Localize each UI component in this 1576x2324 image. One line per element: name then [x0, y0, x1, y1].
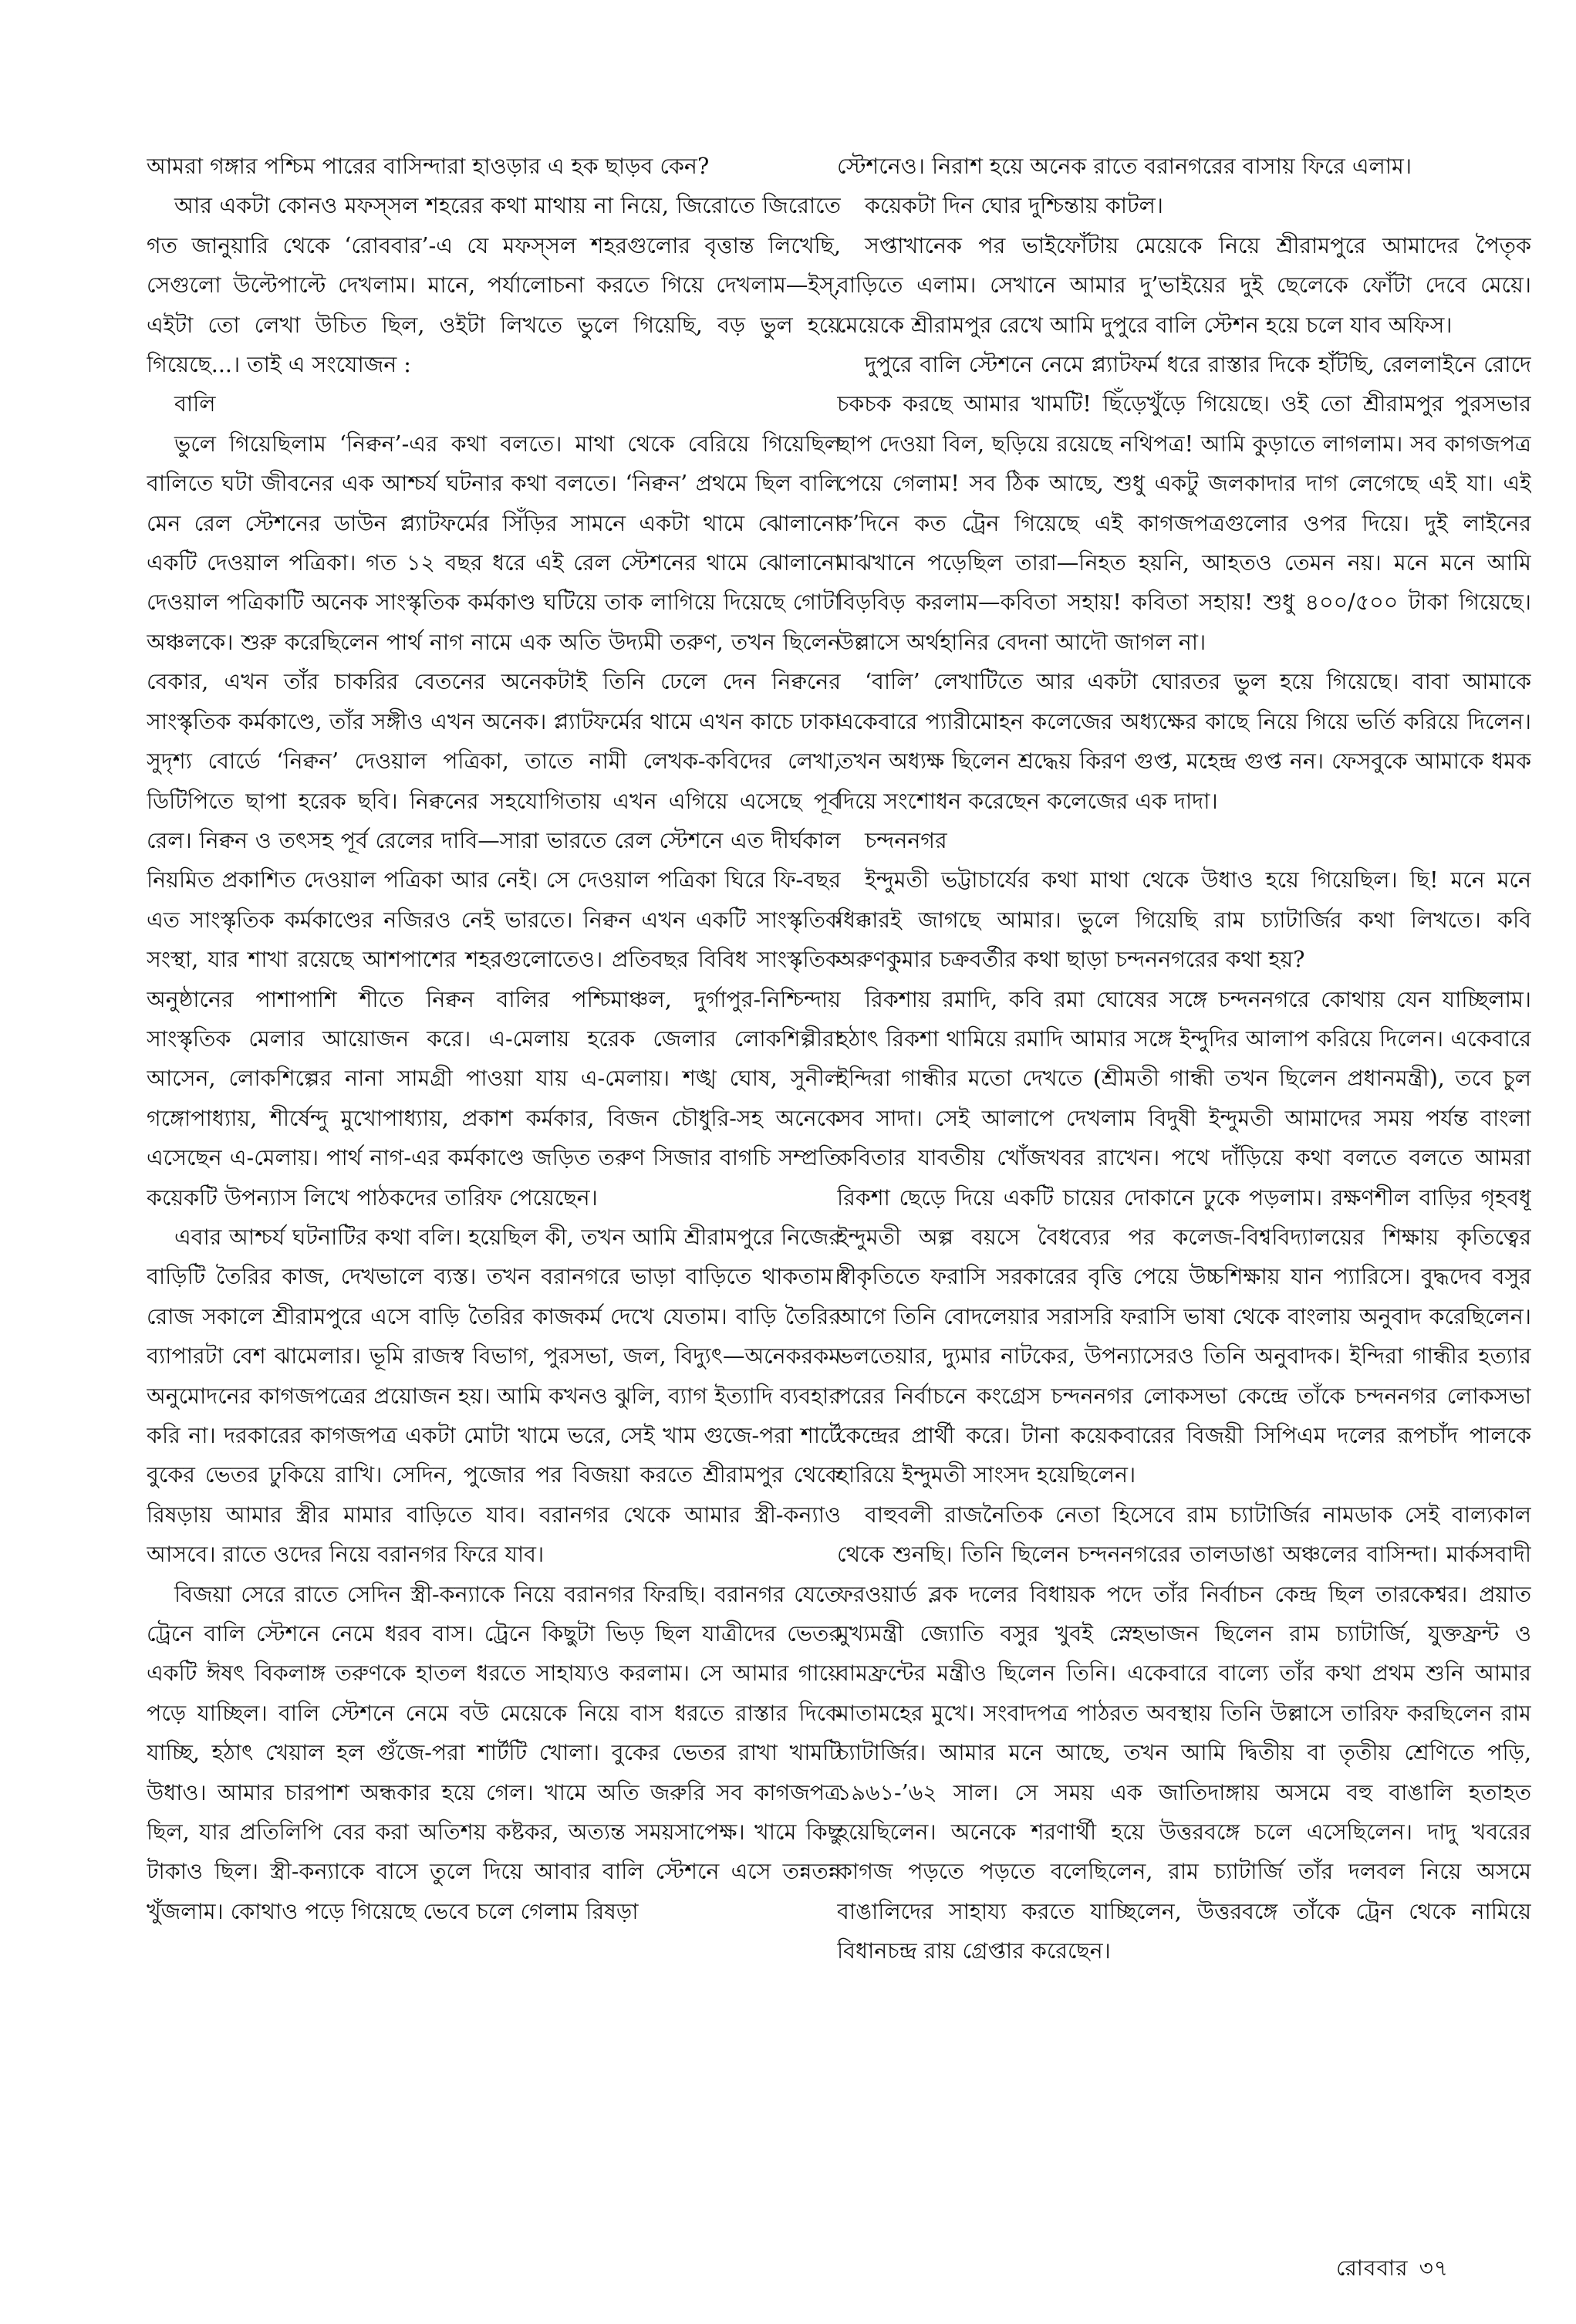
magazine-name: রোববার [1336, 2255, 1409, 2281]
paragraph: এবার আশ্চর্য ঘটনাটির কথা বলি। হয়েছিল কী, তখন আমি শ্রীরামপুরে নিজের বাড়িটি তৈরির কাজ, দেখভালে ব্যস্ত। তখন বরানগরে ভাড়া বাড়িতে থাকতাম। রোজ সকালে শ্রীরামপুরে এসে বাড়ি তৈরির কাজকর্ম দেখে যেতাম। বাড়ি তৈরির ব্যাপারটা বেশ ঝামেলার। ভূমি রাজস্ব বিভাগ, পুরসভা, জল, বিদ্যুৎ—অনেকরকম অনুমোদনের কাগজপত্রের প্রয়োজন হয়। আমি কখনও ঝুলি, ব্যাগ ইত্যাদি ব্যবহার করি না। দরকারের কাগজপত্র একটা মোটা খামে ভরে, সেই খাম গুজে-পরা শার্টে বুকের ভেতর ঢুকিয়ে রাখি। সেদিন, পুজোর পর বিজয়া করতে শ্রীরামপুর থেকে রিষড়ায় আমার স্ত্রীর মামার বাড়িতে যাব। বরানগর থেকে আমার স্ত্রী-কন্যাও আসবে। রাতে ওদের নিয়ে বরানগর ফিরে যাব। [147, 1224, 841, 1568]
paragraph: রিকশায় রমাদি, কবি রমা ঘোষের সঙ্গে চন্দননগরে কোথায় যেন যাচ্ছিলাম। হঠাৎ রিকশা থামিয়ে রমাদি আমার সঙ্গে ইন্দুদির আলাপ করিয়ে দিলেন। একেবারে ইন্দিরা গান্ধীর মতো দেখতে (শ্রীমতী গান্ধী তখন ছিলেন প্রধানমন্ত্রী), তবে চুল সব সাদা। সেই আলাপে দেখলাম বিদুষী ইন্দুমতী আমাদের সময় পর্যন্ত বাংলা কবিতার যাবতীয় খোঁজখবর রাখেন। পথে দাঁড়িয়ে কথা বলতে বলতে আমরা রিকশা ছেড়ে দিয়ে একটি চায়ের দোকানে ঢুকে পড়লাম। রক্ষণশীল বাড়ির গৃহবধূ ইন্দুমতী অল্প বয়সে বৈধব্যের পর কলেজ-বিশ্ববিদ্যালয়ের শিক্ষায় কৃতিত্বের স্বীকৃতিতে ফরাসি সরকারের বৃত্তি পেয়ে উচ্চশিক্ষায় যান প্যারিসে। বুদ্ধদেব বসুর আগে তিনি বোদলেয়ার সরাসরি ফরাসি ভাষা থেকে বাংলায় অনুবাদ করেছিলেন। ভলতেয়ার, দ্যুমার নাটকের, উপন্যাসেরও তিনি অনুবাদক। ইন্দিরা গান্ধীর হত্যার পরের নির্বাচনে কংগ্রেস চন্দননগর লোকসভা কেন্দ্রে তাঁকে চন্দননগর লোকসভা কেন্দ্রের প্রার্থী করে। টানা কয়েকবারের বিজয়ী সিপিএম দলের রূপচাঁদ পালকে হারিয়ে ইন্দুমতী সাংসদ হয়েছিলেন। [837, 986, 1531, 1488]
paragraph: ভুলে গিয়েছিলাম ‘নিক্বন’-এর কথা বলতে। মাথা থেকে বেরিয়ে গিয়েছিল বালিতে ঘটা জীবনের এক আশ্চর্য ঘটনার কথা বলতে। ‘নিক্বন’ প্রথমে ছিল বালি মেন রেল স্টেশনের ডাউন প্ল্যাটফর্মের সিঁড়ির সামনে একটা থামে ঝোলানো একটি দেওয়াল পত্রিকা। গত ১২ বছর ধরে এই রেল স্টেশনের থামে ঝোলানো দেওয়াল পত্রিকাটি অনেক সাংস্কৃতিক কর্মকাণ্ড ঘটিয়ে তাক লাগিয়ে দিয়েছে গোটা অঞ্চলকে। শুরু করেছিলেন পার্থ নাগ নামে এক অতি উদ্যমী তরুণ, তখন ছিলেন বেকার, এখন তাঁর চাকরির বেতনের অনেকটাই তিনি ঢেলে দেন নিক্বনের সাংস্কৃতিক কর্মকাণ্ডে, তাঁর সঙ্গীও এখন অনেক। প্ল্যাটফর্মের থামে এখন কাচে ঢাকা সুদৃশ্য বোর্ডে ‘নিক্বন’ দেওয়াল পত্রিকা, তাতে নামী লেখক-কবিদের লেখা, ডিটিপিতে ছাপা হরেক ছবি। নিক্বনের সহযোগিতায় এখন এগিয়ে এসেছে পূর্ব রেল। নিক্বন ও তৎসহ পূর্ব রেলের দাবি—সারা ভারতে রেল স্টেশনে এত দীর্ঘকাল নিয়মিত প্রকাশিত দেওয়াল পত্রিকা আর নেই। সে দেওয়াল পত্রিকা ঘিরে ফি-বছর এত সাংস্কৃতিক কর্মকাণ্ডের নজিরও নেই ভারতে। নিক্বন এখন একটি সাংস্কৃতিক সংস্থা, যার শাখা রয়েছে আশপাশের শহরগুলোতেও। প্রতিবছর বিবিধ সাংস্কৃতিক অনুষ্ঠানের পাশাপাশি শীতে নিক্বন বালির পশ্চিমাঞ্চল, দুর্গাপুর-নিশ্চিন্দায় সাংস্কৃতিক মেলার আয়োজন করে। এ-মেলায় হরেক জেলার লোকশিল্পীরা আসেন, লোকশিল্পের নানা সামগ্রী পাওয়া যায় এ-মেলায়। শঙ্খ ঘোষ, সুনীল গঙ্গোপাধ্যায়, শীর্ষেন্দু মুখোপাধ্যায়, প্রকাশ কর্মকার, বিজন চৌধুরি-সহ অনেকে এসেছেন এ-মেলায়। পার্থ নাগ-এর কর্মকাণ্ডে জড়িত তরুণ সিজার বাগচি সম্প্রতি কয়েকটি উপন্যাস লিখে পাঠকদের তারিফ পেয়েছেন। [147, 431, 841, 1211]
paragraph: সপ্তাখানেক পর ভাইফোঁটায় মেয়েকে নিয়ে শ্রীরামপুরে আমাদের পৈতৃক বাড়িতে এলাম। সেখানে আমার দু’ভাইয়ের দুই ছেলেকে ফোঁটা দেবে মেয়ে। মেয়েকে শ্রীরামপুর রেখে আমি দুপুরে বালি স্টেশন হয়ে চলে যাব অফিস। [837, 232, 1531, 338]
paragraph: দুপুরে বালি স্টেশনে নেমে প্ল্যাটফর্ম ধরে রাস্তার দিকে হাঁটছি, রেললাইনে রোদে চকচক করছে আমার খামটি! ছিঁড়েখুঁড়ে গিয়েছে। ওই তো শ্রীরামপুর পুরসভার ছাপ দেওয়া বিল, ছড়িয়ে রয়েছে নথিপত্র! আমি কুড়াতে লাগলাম। সব কাগজপত্র পেয়ে গেলাম! সব ঠিক আছে, শুধু একটু জলকাদার দাগ লেগেছে এই যা। এই ক’দিনে কত ট্রেন গিয়েছে এই কাগজপত্রগুলোর ওপর দিয়ে। দুই লাইনের মাঝখানে পড়েছিল তারা—নিহত হয়নি, আহতও তেমন নয়। মনে মনে আমি বিড়বিড় করলাম—কবিতা সহায়! কবিতা সহায়! শুধু ৪০০/৫০০ টাকা গিয়েছে। উল্লাসে অর্থহানির বেদনা আদৌ জাগল না। [837, 352, 1531, 655]
section-heading-chandannagar: চন্দননগর [865, 827, 947, 853]
paragraph: আমরা গঙ্গার পশ্চিম পারের বাসিন্দারা হাওড়ার এ হক ছাড়ব কেন? [147, 154, 710, 179]
right-column [837, 147, 1531, 2261]
paragraph: কয়েকটা দিন ঘোর দুশ্চিন্তায় কাটল। [865, 193, 1163, 219]
paragraph: স্টেশনেও। নিরাশ হয়ে অনেক রাতে বরানগরের বাসায় ফিরে এলাম। [837, 154, 1412, 179]
paragraph: বাহুবলী রাজনৈতিক নেতা হিসেবে রাম চ্যাটার্জির নামডাক সেই বাল্যকাল থেকে শুনছি। তিনি ছিলেন চন্দননগরের তালডাঙা অঞ্চলের বাসিন্দা। মার্কসবাদী ফরওয়ার্ড ব্লক দলের বিধায়ক পদে তাঁর নির্বাচন কেন্দ্র ছিল তারকেশ্বর। প্রয়াত মুখ্যমন্ত্রী জ্যোতি বসুর খুবই স্নেহভাজন ছিলেন রাম চ্যাটার্জি, যুক্তফ্রন্ট ও বামফ্রন্টের মন্ত্রীও ছিলেন তিনি। একেবারে বাল্যে তাঁর কথা প্রথম শুনি আমার মাতামহের মুখে। সংবাদপত্র পাঠরত অবস্থায় তিনি উল্লাসে তারিফ করছিলেন রাম চ্যাটার্জির। আমার মনে আছে, তখন আমি দ্বিতীয় বা তৃতীয় শ্রেণিতে পড়ি, ১৯৬১-’৬২ সাল। সে সময় এক জাতিদাঙ্গায় অসমে বহু বাঙালি হতাহত হয়েছিলেন। অনেকে শরণার্থী হয়ে উত্তরবঙ্গে চলে এসেছিলেন। দাদু খবরের কাগজ পড়তে পড়তে বলেছিলেন, রাম চ্যাটার্জি তাঁর দলবল নিয়ে অসমে বাঙালিদের সাহায্য করতে যাচ্ছিলেন, উত্তরবঙ্গে তাঁকে ট্রেন থেকে নামিয়ে বিধানচন্দ্র রায় গ্রেপ্তার করেছেন। [837, 1501, 1531, 1964]
paragraph: আর একটা কোনও মফস্সল শহরের কথা মাথায় না নিয়ে, জিরোতে জিরোতে গত জানুয়ারি থেকে ‘রোববার’-এ যে মফস্সল শহরগুলোর বৃত্তান্ত লিখেছি, সেগুলো উল্টেপাল্টে দেখলাম। মানে, পর্যালোচনা করতে গিয়ে দেখলাম—ইস্‌, এইটা তো লেখা উচিত ছিল, ওইটা লিখতে ভুলে গিয়েছি, বড় ভুল হয়ে গিয়েছে...। তাই এ সংযোজন : [147, 193, 841, 378]
page-footer [1325, 2251, 1449, 2288]
left-column [147, 147, 841, 2261]
paragraph: বিজয়া সেরে রাতে সেদিন স্ত্রী-কন্যাকে নিয়ে বরানগর ফিরছি। বরানগর যেতে ট্রেনে বালি স্টেশনে নেমে ধরব বাস। ট্রেনে কিছুটা ভিড় ছিল যাত্রীদের ভেতর একটি ঈষৎ বিকলাঙ্গ তরুণকে হাতল ধরতে সাহায্যও করলাম। সে আমার গায়ে পড়ে যাচ্ছিল। বালি স্টেশনে নেমে বউ মেয়েকে নিয়ে বাস ধরতে রাস্তার দিকে যাচ্ছি, হঠাৎ খেয়াল হল গুঁজে-পরা শার্টটি খোলা। বুকের ভেতর রাখা খামটি উধাও। আমার চারপাশ অন্ধকার হয়ে গেল। খামে অতি জরুরি সব কাগজপত্র ছিল, যার প্রতিলিপি বের করা অতিশয় কষ্টকর, অত্যন্ত সময়সাপেক্ষ। খামে কিছু টাকাও ছিল। স্ত্রী-কন্যাকে বাসে তুলে দিয়ে আবার বালি স্টেশনে এসে তন্নতন্ন খুঁজলাম। কোথাও পড়ে গিয়েছে ভেবে চলে গেলাম রিষড়া [147, 1581, 841, 1924]
page-number: ৩৭ [1419, 2255, 1449, 2281]
paragraph: ইন্দুমতী ভট্টাচার্যের কথা মাথা থেকে উধাও হয়ে গিয়েছিল। ছি! মনে মনে ধিক্কারই জাগছে আমার। ভুলে গিয়েছি রাম চ্যাটার্জির কথা লিখতে। কবি অরুণকুমার চক্রবর্তীর কথা ছাড়া চন্দননগরের কথা হয়? [837, 867, 1531, 973]
section-heading-bali: বালি [174, 391, 216, 417]
paragraph: ‘বালি’ লেখাটিতে আর একটা ঘোরতর ভুল হয়ে গিয়েছে। বাবা আমাকে একেবারে প্যারীমোহন কলেজের অধ্যক্ষের কাছে নিয়ে গিয়ে ভর্তি করিয়ে দিলেন। তখন অধ্যক্ষ ছিলেন শ্রদ্ধেয় কিরণ গুপ্ত, মহেন্দ্র গুপ্ত নন। ফেসবুকে আমাকে ধমক দিয়ে সংশোধন করেছেন কলেজের এক দাদা। [837, 669, 1531, 814]
